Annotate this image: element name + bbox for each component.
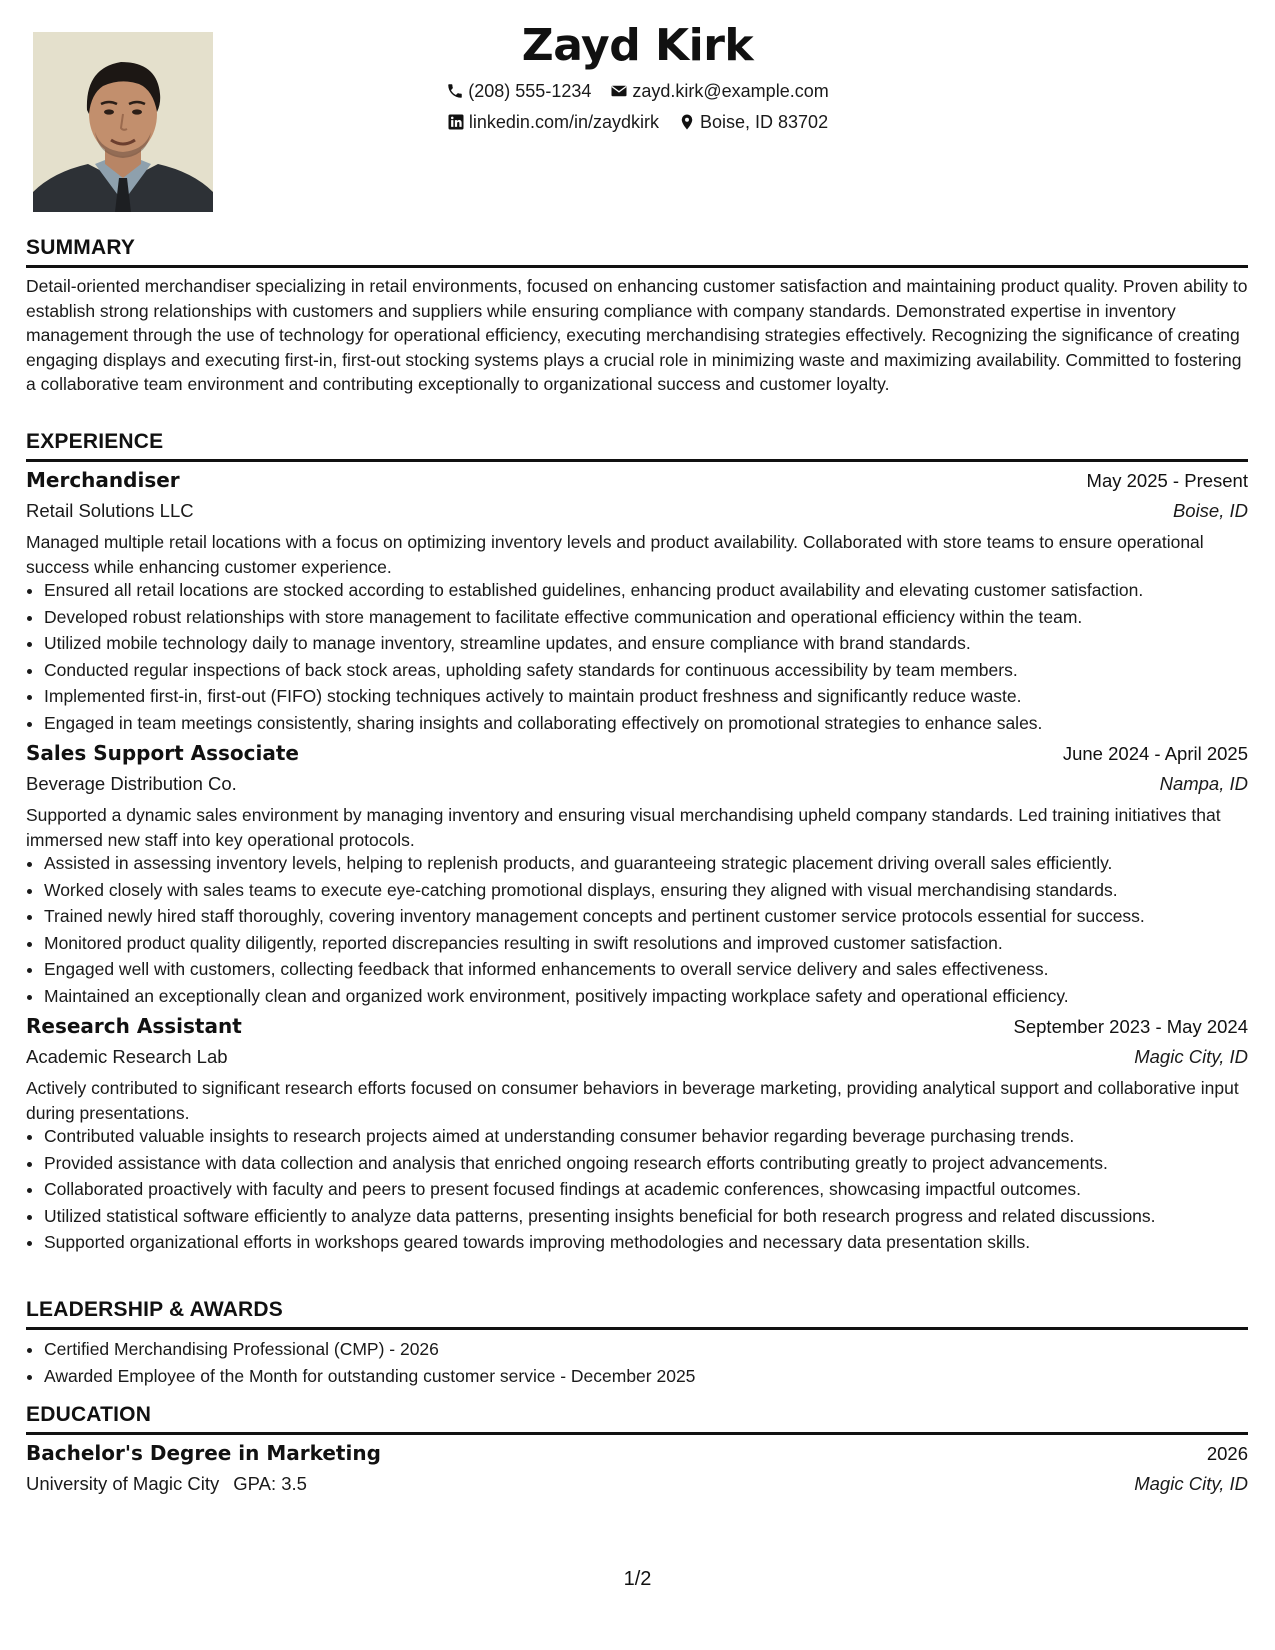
linkedin-contact[interactable] (447, 112, 659, 133)
job-bullets (26, 1125, 1248, 1255)
job-dates: September 2023 - May 2024 (1013, 1016, 1248, 1037)
envelope-icon (610, 82, 628, 100)
job-location: Boise, ID (1172, 500, 1248, 521)
job-dates: May 2025 - Present (1086, 470, 1248, 491)
summary-section (26, 236, 1248, 397)
summary-text: Detail-oriented merchandiser specializing in retail environments, focused on enhancing customer satisfaction and maintaining product quality. Proven ability to establish strong relationships with customers and suppliers while ensuring compliance with company standards. Demonstrated expertise in inventory management through the use of technology for operational efficiency, executing merchandising strategies effectively. Recognizing the significance of creating engaging displays and executing first-in, first-out stocking systems plays a crucial role in minimizing waste and maximizing availability. Committed to fostering a collaborative team environment and contributing exceptionally to organizational success and customer loyalty. (26, 276, 1248, 394)
awards-list (26, 1338, 1248, 1388)
job-location: Nampa, ID (1159, 773, 1248, 794)
list-item: • Trained newly hired staff thoroughly, covering inventory management concepts and pertinent customer service protocols essential for success. (44, 905, 1248, 929)
school-location: Magic City, ID (1134, 1473, 1248, 1494)
job-company: Retail Solutions LLC (26, 500, 194, 521)
job-company: Beverage Distribution Co. (26, 773, 237, 794)
graduation-year: 2026 (1206, 1443, 1248, 1464)
job-bullets (26, 852, 1248, 1008)
email-text: zayd.kirk@example.com (632, 81, 829, 101)
job-location: Magic City, ID (1134, 1046, 1248, 1067)
experience-section (26, 430, 1248, 1258)
phone-icon (446, 82, 464, 100)
school-info (26, 1473, 307, 1495)
job-description: Supported a dynamic sales environment by managing inventory and ensuring visual merchandising upheld company standards. Led training initiatives that immersed new staff into key operational protocols. (26, 805, 1221, 850)
phone-text: (208) 555-1234 (468, 81, 592, 101)
section-title-awards: LEADERSHIP & AWARDS (26, 1298, 1248, 1330)
list-item: • Maintained an exceptionally clean and organized work environment, positively impacting workplace safety and operational efficiency. (44, 985, 1248, 1009)
contact-row-primary (0, 81, 1275, 102)
list-item: • Certified Merchandising Professional (CMP) - 2026 (44, 1338, 1248, 1362)
candidate-name: Zayd Kirk (521, 20, 754, 71)
list-item: • Monitored product quality diligently, reported discrepancies resulting in swift resolutions and improved customer satisfaction. (44, 932, 1248, 956)
list-item: • Utilized mobile technology daily to manage inventory, streamline updates, and ensure compliance with brand standards. (44, 632, 1248, 656)
list-item: • Developed robust relationships with store management to facilitate effective communication and operational efficiency within the team. (44, 606, 1248, 630)
section-title-summary: SUMMARY (26, 236, 1248, 268)
page-number: 1/2 (623, 1568, 652, 1590)
list-item: • Utilized statistical software efficiently to analyze data patterns, presenting insights beneficial for both research progress and related discussions. (44, 1205, 1248, 1229)
job-dates: June 2024 - April 2025 (1062, 743, 1248, 764)
list-item: • Supported organizational efforts in workshops geared towards improving methodologies and necessary data presentation skills. (44, 1231, 1248, 1255)
job-entry (26, 1014, 1248, 1255)
phone-contact[interactable] (446, 81, 591, 102)
linkedin-icon (447, 113, 465, 131)
awards-section (26, 1298, 1248, 1391)
job-description: Managed multiple retail locations with a focus on optimizing inventory levels and product availability. Collaborated with store teams to ensure operational success while enhancing customer experience. (26, 532, 1204, 577)
school-name: University of Magic City (26, 1473, 220, 1494)
job-entry (26, 741, 1248, 1008)
list-item: • Ensured all retail locations are stocked according to established guidelines, enhancing product availability and elevating customer satisfaction. (44, 579, 1248, 603)
list-item: • Awarded Employee of the Month for outstanding customer service - December 2025 (44, 1365, 1248, 1389)
job-description: Actively contributed to significant research efforts focused on consumer behaviors in beverage marketing, providing analytical support and collaborative input during presentations. (26, 1078, 1239, 1123)
gpa: GPA: 3.5 (233, 1473, 307, 1494)
list-item: • Provided assistance with data collection and analysis that enriched ongoing research efforts contributing greatly to project advancements. (44, 1152, 1248, 1176)
map-pin-icon (678, 113, 696, 131)
degree-title: Bachelor's Degree in Marketing (26, 1441, 381, 1465)
email-contact[interactable] (610, 81, 828, 102)
education-section (26, 1403, 1248, 1501)
list-item: • Engaged well with customers, collecting feedback that informed enhancements to overall service delivery and sales effectiveness. (44, 958, 1248, 982)
section-title-education: EDUCATION (26, 1403, 1248, 1435)
job-company: Academic Research Lab (26, 1046, 228, 1067)
job-title: Merchandiser (26, 468, 180, 492)
section-title-experience: EXPERIENCE (26, 430, 1248, 462)
job-entry (26, 468, 1248, 735)
list-item: • Assisted in assessing inventory levels, helping to replenish products, and guaranteeing strategic placement driving overall sales efficiently. (44, 852, 1248, 876)
job-title: Sales Support Associate (26, 741, 299, 765)
job-bullets (26, 579, 1248, 735)
list-item: • Collaborated proactively with faculty and peers to present focused findings at academic conferences, showcasing impactful outcomes. (44, 1178, 1248, 1202)
contact-row-secondary (0, 112, 1275, 133)
location-contact (678, 112, 828, 133)
job-title: Research Assistant (26, 1014, 242, 1038)
list-item: • Implemented first-in, first-out (FIFO) stocking techniques actively to maintain product freshness and significantly reduce waste. (44, 685, 1248, 709)
list-item: • Worked closely with sales teams to execute eye-catching promotional displays, ensuring they aligned with visual merchandising standards. (44, 879, 1248, 903)
location-text: Boise, ID 83702 (700, 112, 829, 132)
list-item: • Engaged in team meetings consistently, sharing insights and collaborating effectively on promotional strategies to enhance sales. (44, 712, 1248, 736)
linkedin-text: linkedin.com/in/zaydkirk (468, 112, 659, 132)
list-item: • Conducted regular inspections of back stock areas, upholding safety standards for continuous accessibility by team members. (44, 659, 1248, 683)
list-item: • Contributed valuable insights to research projects aimed at understanding consumer behavior regarding beverage purchasing trends. (44, 1125, 1248, 1149)
